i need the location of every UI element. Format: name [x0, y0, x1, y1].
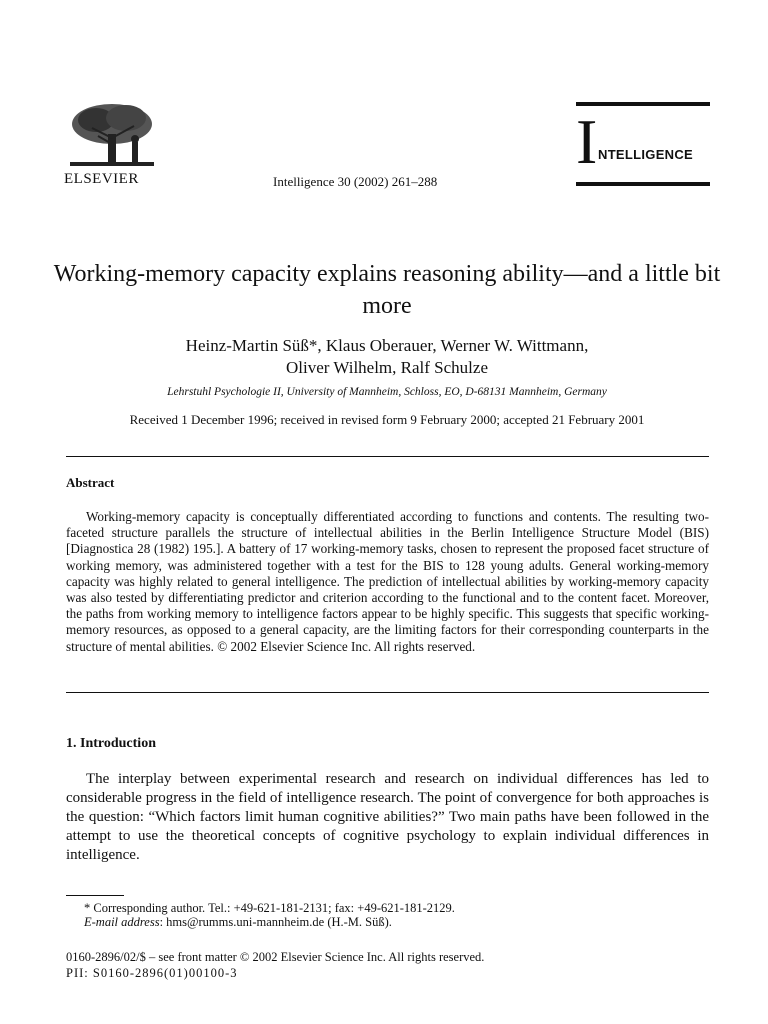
- pii-line: PII: S0160-2896(01)00100-3: [66, 966, 238, 980]
- author-list: [40, 335, 734, 379]
- abstract-paragraph: Working-memory capacity is conceptually differentiated according to functions and contents. The resulting two-faceted structure parallels the structure of intellectual abilities in the Berlin Intelligence Structure Model (BIS) [Diagnostica 28 (1982) 195.]. A battery of 17 working-memory tasks, chosen to represent the proposed facet structure of working memory, was administered together with a test for the BIS to 128 young adults. General working-memory capacity was highly related to general intelligence. The prediction of intellectual abilities by working-memory capacity was also tested by differentiating predictor and criterion according to the functional and to the content facet. Moreover, the paths from working memory to intelligence factors appear to be highly specific. This suggests that specific working-memory resources, as opposed to a general capacity, are the limiting factors for their corresponding counterparts in the structure of mental abilities. © 2002 Elsevier Science Inc. All rights reserved.: [66, 509, 709, 654]
- email-value: : hms@rumms.uni-mannheim.de (H.-M. Süß).: [159, 915, 392, 929]
- abstract-rule-top: [66, 456, 709, 457]
- authors-line-2: Oliver Wilhelm, Ralf Schulze: [285, 358, 488, 377]
- affiliation: Lehrstuhl Psychologie II, University of Mannheim, Schloss, EO, D-68131 Mannheim, Germany: [167, 386, 607, 398]
- abstract-heading: Abstract: [66, 475, 115, 490]
- footnote-email: [84, 915, 392, 930]
- email-label: E-mail address: [84, 915, 160, 929]
- article-title: Working-memory capacity explains reasoning ability—and a little bit more: [53, 261, 721, 319]
- footnote-corresponding: * Corresponding author. Tel.: +49-621-181-2131; fax: +49-621-181-2129.: [84, 901, 455, 915]
- elsevier-tree-logo: [62, 98, 158, 170]
- abstract-body: [66, 509, 709, 655]
- publisher-name: ELSEVIER: [64, 171, 139, 187]
- article-history: Received 1 December 1996; received in revised form 9 February 2000; accepted 21 February 2001: [129, 412, 645, 427]
- issn-line: 0160-2896/02/$ – see front matter © 2002 Elsevier Science Inc. All rights reserved.: [66, 950, 485, 964]
- journal-citation: Intelligence 30 (2002) 261–288: [273, 174, 438, 189]
- journal-logo-name: NTELLIGENCE: [598, 147, 694, 162]
- footnote-rule: [66, 895, 124, 896]
- abstract-rule-bottom: [66, 692, 709, 693]
- introduction-paragraph: The interplay between experimental research and research on individual differences has led to considerable progress in the field of intelligence research. The point of convergence for both approaches is the question: “Which factors limit human cognitive abilities?” Two main paths have been followed in the attempt to use the theoretical concepts of cognitive psychology to explain individual differences in intelligence.: [66, 771, 709, 863]
- authors-line-1: Heinz-Martin Süß*, Klaus Oberauer, Werner W. Wittmann,: [185, 336, 589, 355]
- journal-logo-rule-bottom: [576, 182, 710, 186]
- journal-logo-initial: I: [576, 106, 598, 177]
- section-heading: 1. Introduction: [66, 736, 156, 751]
